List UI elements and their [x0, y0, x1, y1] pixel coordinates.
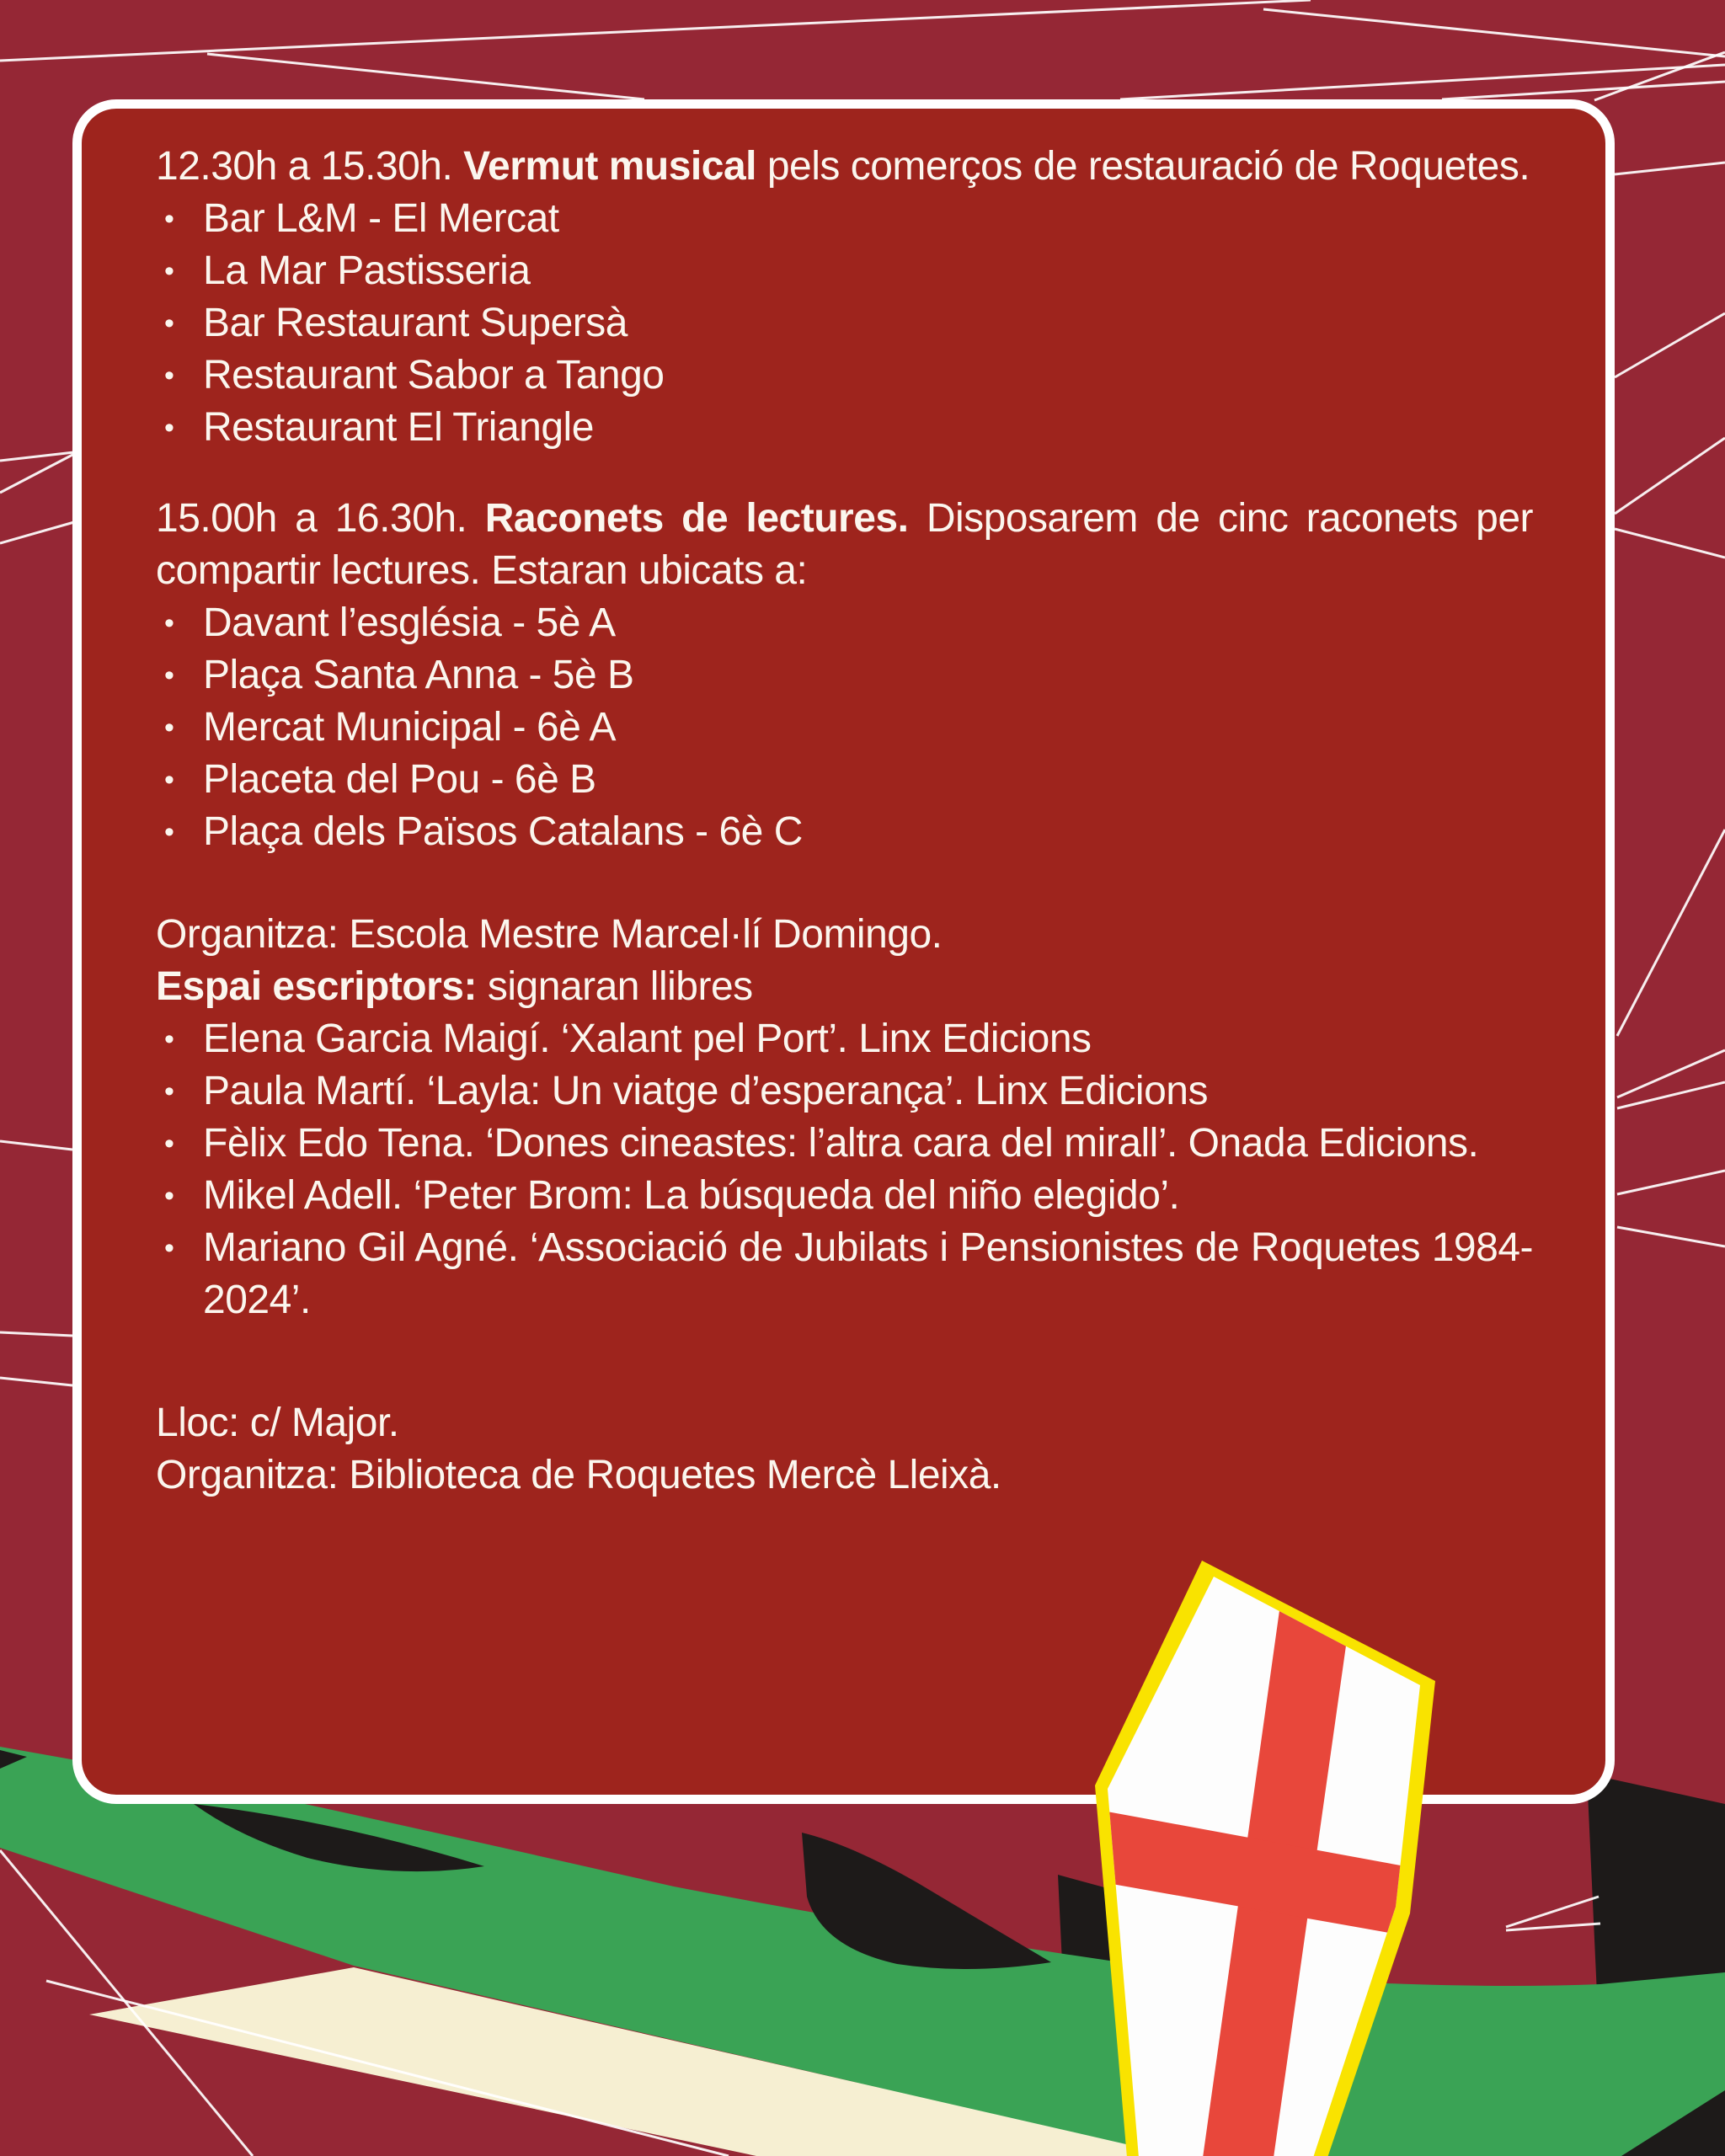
- venue-label: La Mar Pastisseria: [203, 248, 531, 293]
- bullet-icon: •: [164, 360, 174, 392]
- writer-label: Paula Martí. ‘Layla: Un viatge d’esperança’. Linx Edicions: [203, 1069, 1208, 1113]
- reading-spot-label: Plaça dels Països Catalans - 6è C: [203, 809, 803, 854]
- bullet-icon: •: [164, 659, 174, 691]
- writer-label: Elena Garcia Maigí. ‘Xalant pel Port’. Linx Edicions: [203, 1017, 1092, 1061]
- vermut-text: pels comerços de restauració de Roquetes.: [766, 144, 1530, 189]
- venue-label: Bar L&M - El Mercat: [203, 196, 559, 241]
- raconets-title: Raconets de lectures.: [484, 496, 909, 541]
- reading-spot-label: Plaça Santa Anna - 5è B: [203, 653, 634, 697]
- writer-label: Fèlix Edo Tena. ‘Dones cineastes: l’altra cara del mirall’. Onada Edicions.: [203, 1121, 1479, 1166]
- place-line: Lloc: c/ Major.: [156, 1401, 399, 1445]
- organizer-school-line: Organitza: Escola Mestre Marcel·lí Domingo.: [156, 912, 943, 957]
- bullet-icon: •: [164, 255, 174, 287]
- bullet-icon: •: [164, 307, 174, 339]
- bullet-icon: •: [164, 607, 174, 639]
- bullet-icon: •: [164, 1128, 174, 1160]
- bullet-icon: •: [164, 1232, 174, 1264]
- vermut-time: 12.30h a 15.30h.: [156, 144, 453, 189]
- writers-heading-text: signaran llibres: [487, 964, 753, 1009]
- organizer-library-line: Organitza: Biblioteca de Roquetes Mercè Lleixà.: [156, 1453, 1001, 1497]
- bullet-icon: •: [164, 764, 174, 796]
- writer-label: Mariano Gil Agné. ‘Associació de Jubilats i Pensionistes de Roquetes 1984-2024’.: [203, 1225, 1533, 1322]
- reading-spot-label: Davant l’església - 5è A: [203, 600, 616, 645]
- bullet-icon: •: [164, 1180, 174, 1212]
- writer-label: Mikel Adell. ‘Peter Brom: La búsqueda del niño elegido’.: [203, 1173, 1180, 1218]
- bullet-icon: •: [164, 816, 174, 848]
- reading-spot-label: Mercat Municipal - 6è A: [203, 705, 617, 750]
- writers-heading-bold: Espai escriptors:: [156, 964, 477, 1009]
- raconets-text: Disposarem de cinc raconets per compartir lectures. Estaran ubicats a:: [156, 496, 1534, 593]
- venue-label: Bar Restaurant Supersà: [203, 301, 628, 345]
- bullet-icon: •: [164, 712, 174, 744]
- bullet-icon: •: [164, 1023, 174, 1055]
- raconets-time: 15.00h a 16.30h.: [156, 496, 467, 541]
- venue-label: Restaurant El Triangle: [203, 405, 594, 450]
- reading-spot-label: Placeta del Pou - 6è B: [203, 757, 596, 802]
- vermut-title: Vermut musical: [463, 144, 756, 189]
- bullet-icon: •: [164, 203, 174, 235]
- venue-label: Restaurant Sabor a Tango: [203, 353, 665, 398]
- bullet-icon: •: [164, 1075, 174, 1107]
- bullet-icon: •: [164, 412, 174, 444]
